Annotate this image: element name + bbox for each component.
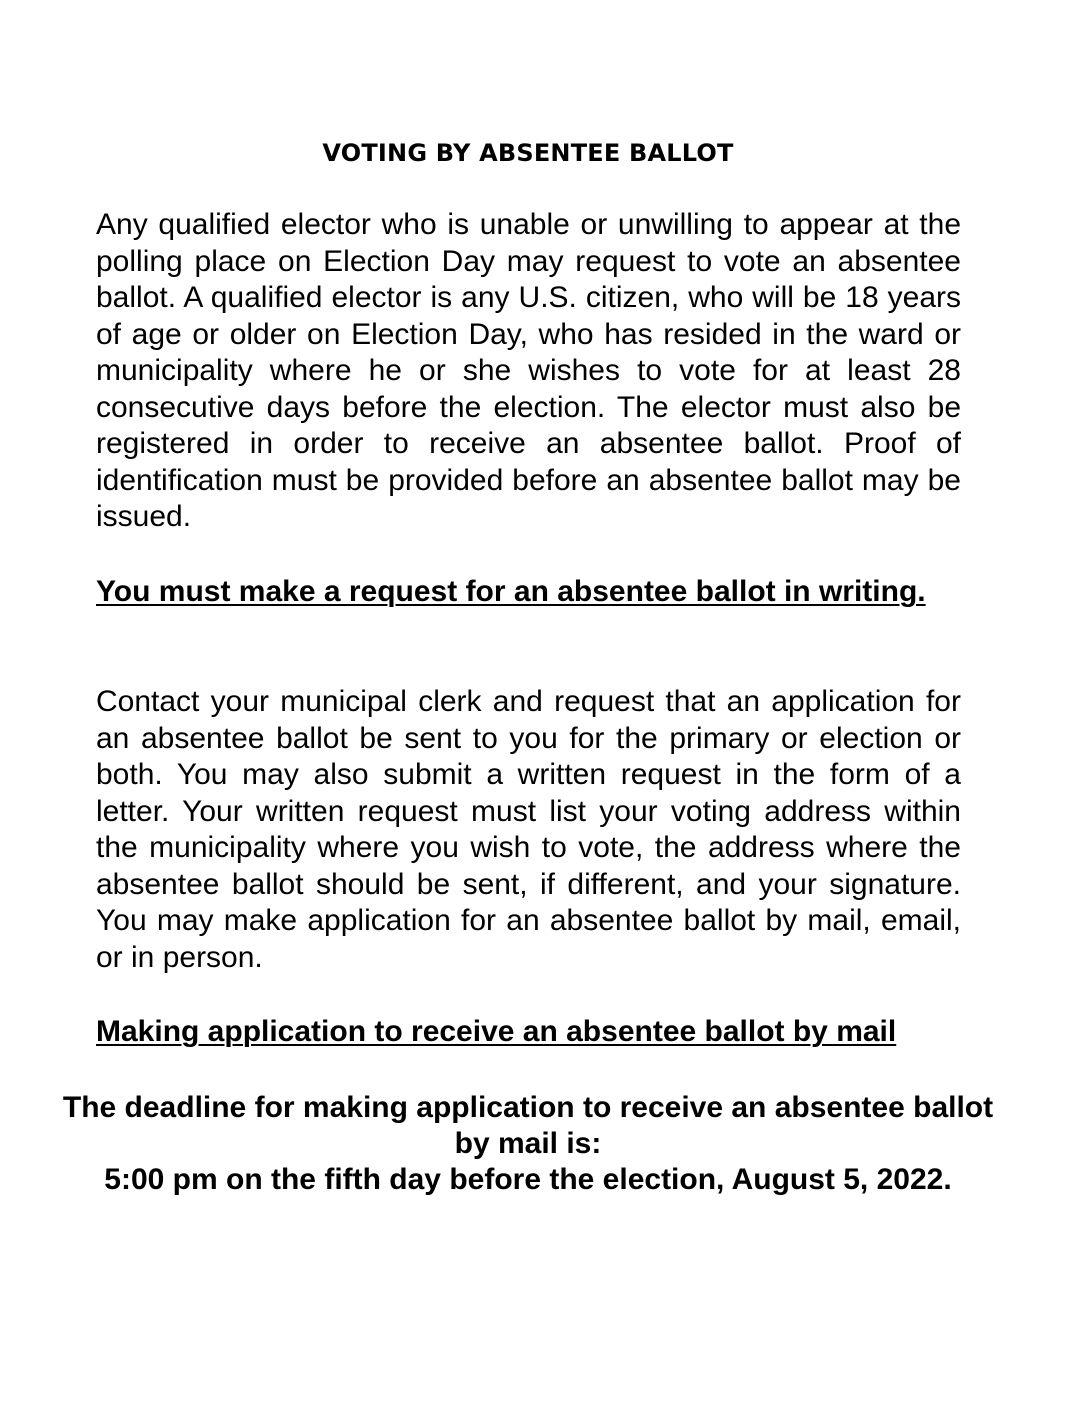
deadline-statement: The deadline for making application to receive an absentee ballot by mail is: [62, 1091, 994, 1160]
mail-application-heading: Making application to receive an absentee ballot by mail [96, 1015, 897, 1048]
deadline-date: 5:00 pm on the fifth day before the election, August 5, 2022. [104, 1163, 952, 1196]
eligibility-paragraph: Any qualified elector who is unable or unwilling to appear at the polling place on Election Day may request to vote an absentee ballot. A qualified elector is any U.S. citizen, who will be 18 years of age or older on Election Day, who has resided in the ward or municipality where he or she wishes to vote for at least 28 consecutive days before the election. The elector must also be registered in order to receive an absentee ballot. Proof of identification must be provided before an absentee ballot may be issued. [96, 208, 961, 533]
application-instructions-paragraph: Contact your municipal clerk and request that an application for an absentee ballot be sent to you for the primary or election or both. You may also submit a written request in the form of a letter. Your written request must list your voting address within the municipality where you wish to vote, the address where the absentee ballot should be sent, if different, and your signature. You may make application for an absentee ballot by mail, email, or in person. [96, 685, 961, 974]
request-in-writing-heading: You must make a request for an absentee ballot in writing. [96, 575, 926, 608]
document-title: VOTING BY ABSENTEE BALLOT [322, 139, 734, 167]
deadline-notice [48, 1090, 1008, 1198]
